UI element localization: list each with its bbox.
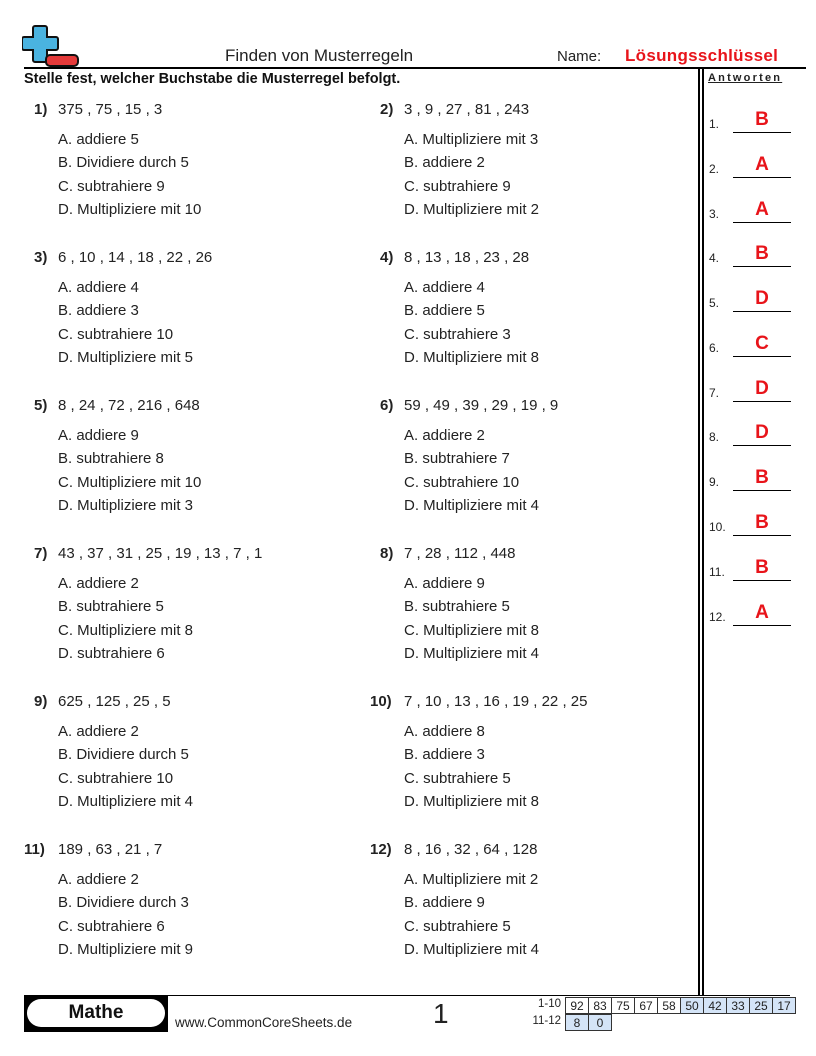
answer-line	[733, 445, 791, 446]
page-number: 1	[433, 998, 449, 1029]
answer-row-12	[709, 596, 799, 626]
option-c: C. subtrahiere 5	[404, 917, 511, 935]
option-c: C. subtrahiere 9	[404, 177, 511, 195]
score-row-label: 1-10	[537, 998, 561, 1010]
answer-row-3	[709, 193, 799, 223]
option-c: C. subtrahiere 5	[404, 769, 511, 787]
answer-number: 7.	[709, 386, 720, 400]
answer-row-7	[709, 372, 799, 402]
problem-sequence: 375 , 75 , 15 , 3	[58, 101, 163, 118]
option-b: B. subtrahiere 7	[404, 450, 510, 468]
option-a: A. addiere 8	[404, 723, 485, 740]
problem-sequence: 6 , 10 , 14 , 18 , 22 , 26	[58, 249, 213, 266]
problem-number: 9)	[34, 693, 48, 710]
problem-number: 5)	[34, 397, 48, 414]
answer-number: 6.	[709, 341, 720, 355]
option-c: C. subtrahiere 10	[58, 769, 174, 787]
option-c: C. Multipliziere mit 10	[58, 473, 202, 491]
option-a: A. Multipliziere mit 3	[404, 131, 539, 148]
option-a: A. Multipliziere mit 2	[404, 871, 539, 888]
problem-number: 2)	[380, 101, 394, 118]
answer-value: B	[755, 512, 769, 533]
problem-number: 6)	[380, 397, 394, 414]
score-table-11-12	[565, 1014, 612, 1031]
option-d: D. subtrahiere 6	[58, 644, 165, 662]
option-c: C. subtrahiere 6	[58, 917, 165, 935]
problem-number: 3)	[34, 249, 48, 266]
answer-value: A	[755, 602, 769, 623]
answers-header: Antworten	[708, 72, 783, 84]
option-b: B. addiere 5	[404, 302, 485, 320]
answer-number: 5.	[709, 296, 720, 310]
answer-number: 9.	[709, 475, 720, 489]
header-divider	[24, 67, 806, 69]
name-value: Lösungsschlüssel	[625, 46, 779, 65]
site-url: www.CommonCoreSheets.de	[175, 1015, 353, 1030]
score-cell: 33	[727, 998, 750, 1014]
answer-number: 11.	[709, 565, 725, 579]
answer-column-divider	[698, 69, 700, 995]
problem-number: 4)	[380, 249, 394, 266]
score-cell: 58	[658, 998, 681, 1014]
problem-sequence: 189 , 63 , 21 , 7	[58, 841, 163, 858]
option-c: C. Multipliziere mit 8	[404, 621, 540, 639]
answer-row-1	[709, 103, 799, 133]
score-cell: 75	[612, 998, 635, 1014]
option-d: D. Multipliziere mit 3	[58, 496, 194, 514]
problem-7	[24, 545, 344, 665]
option-a: A. addiere 9	[58, 427, 139, 444]
option-d: D. Multipliziere mit 8	[404, 348, 540, 366]
option-c: C. subtrahiere 3	[404, 325, 511, 343]
answer-row-9	[709, 461, 799, 491]
answer-number: 4.	[709, 251, 720, 265]
answer-row-6	[709, 327, 799, 357]
option-b: B. Dividiere durch 3	[58, 894, 189, 912]
score-cell: 8	[566, 1015, 589, 1031]
option-b: B. addiere 2	[404, 154, 485, 172]
score-table-1-10	[565, 997, 796, 1014]
answer-number: 3.	[709, 207, 720, 221]
answer-value: D	[755, 378, 769, 399]
option-b: B. subtrahiere 5	[404, 598, 510, 616]
answer-number: 8.	[709, 430, 720, 444]
problem-1	[24, 101, 344, 221]
answer-number: 12.	[709, 610, 726, 624]
answer-line	[733, 535, 791, 536]
option-d: D. Multipliziere mit 9	[58, 940, 194, 958]
option-a: A. addiere 2	[58, 723, 139, 740]
problem-sequence: 625 , 125 , 25 , 5	[58, 693, 171, 710]
answer-value: D	[755, 288, 769, 309]
answer-value: B	[755, 109, 769, 130]
answer-number: 10.	[709, 520, 726, 534]
answer-row-2	[709, 148, 799, 178]
score-cell: 42	[704, 998, 727, 1014]
option-c: C. subtrahiere 10	[404, 473, 520, 491]
plus-minus-logo-icon	[22, 24, 80, 68]
problem-10	[370, 693, 690, 813]
answer-row-8	[709, 416, 799, 446]
answer-line	[733, 311, 791, 312]
option-b: B. addiere 9	[404, 894, 485, 912]
answer-value: C	[755, 333, 769, 354]
option-b: B. Dividiere durch 5	[58, 154, 189, 172]
problem-number: 8)	[380, 545, 394, 562]
answer-value: A	[755, 199, 769, 220]
problem-sequence: 43 , 37 , 31 , 25 , 19 , 13 , 7 , 1	[58, 545, 263, 562]
option-b: B. addiere 3	[58, 302, 139, 320]
answer-line	[733, 490, 791, 491]
option-d: D. Multipliziere mit 8	[404, 792, 540, 810]
option-a: A. addiere 2	[404, 427, 485, 444]
problem-2	[370, 101, 690, 221]
option-d: D. Multipliziere mit 10	[58, 200, 202, 218]
score-cell: 0	[589, 1015, 612, 1031]
option-d: D. Multipliziere mit 2	[404, 200, 540, 218]
option-b: B. subtrahiere 5	[58, 598, 164, 616]
option-c: C. Multipliziere mit 8	[58, 621, 194, 639]
answer-value: B	[755, 243, 769, 264]
answer-value: A	[755, 154, 769, 175]
score-cell: 92	[566, 998, 589, 1014]
score-cell: 50	[681, 998, 704, 1014]
option-a: A. addiere 5	[58, 131, 139, 148]
score-cell: 25	[750, 998, 773, 1014]
problem-9	[24, 693, 344, 813]
option-a: A. addiere 2	[58, 871, 139, 888]
subject-badge	[24, 996, 168, 1032]
problem-number: 7)	[34, 545, 48, 562]
answer-number: 2.	[709, 162, 720, 176]
option-b: B. Dividiere durch 5	[58, 746, 189, 764]
answer-row-5	[709, 282, 799, 312]
problem-sequence: 3 , 9 , 27 , 81 , 243	[404, 101, 530, 118]
option-d: D. Multipliziere mit 4	[404, 940, 540, 958]
option-b: B. addiere 3	[404, 746, 485, 764]
problem-6	[370, 397, 690, 517]
score-cell: 67	[635, 998, 658, 1014]
option-b: B. subtrahiere 8	[58, 450, 164, 468]
problem-3	[24, 249, 344, 369]
problem-11	[24, 841, 344, 961]
answer-line	[733, 132, 791, 133]
problem-number: 1)	[34, 101, 48, 118]
answer-column-divider	[702, 69, 704, 995]
answer-value: B	[755, 557, 769, 578]
answer-line	[733, 625, 791, 626]
answer-number: 1.	[709, 117, 720, 131]
answer-line	[733, 177, 791, 178]
problem-4	[370, 249, 690, 369]
score-cell: 17	[773, 998, 796, 1014]
option-c: C. subtrahiere 9	[58, 177, 165, 195]
problem-number: 10)	[370, 693, 392, 710]
score-cell: 83	[589, 998, 612, 1014]
option-a: A. addiere 2	[58, 575, 139, 592]
option-a: A. addiere 4	[404, 279, 485, 296]
problem-sequence: 8 , 13 , 18 , 23 , 28	[404, 249, 530, 266]
option-d: D. Multipliziere mit 4	[404, 496, 540, 514]
option-d: D. Multipliziere mit 4	[404, 644, 540, 662]
problem-sequence: 8 , 16 , 32 , 64 , 128	[404, 841, 538, 858]
answer-value: B	[755, 467, 769, 488]
subject-label: Mathe	[27, 999, 165, 1027]
answer-row-4	[709, 237, 799, 267]
answer-row-11	[709, 551, 799, 581]
answer-line	[733, 580, 791, 581]
answer-line	[733, 401, 791, 402]
problem-number: 12)	[370, 841, 392, 858]
problem-12	[370, 841, 690, 961]
option-c: C. subtrahiere 10	[58, 325, 174, 343]
answer-line	[733, 266, 791, 267]
answer-line	[733, 222, 791, 223]
option-d: D. Multipliziere mit 4	[58, 792, 194, 810]
name-label: Name:	[557, 48, 602, 65]
answer-row-10	[709, 506, 799, 536]
answer-value: D	[755, 422, 769, 443]
instructions: Stelle fest, welcher Buchstabe die Musterregel befolgt.	[24, 71, 401, 87]
score-row-label: 11-12	[532, 1015, 561, 1027]
option-a: A. addiere 9	[404, 575, 485, 592]
problem-8	[370, 545, 690, 665]
problem-sequence: 7 , 28 , 112 , 448	[404, 545, 516, 562]
answer-line	[733, 356, 791, 357]
problem-sequence: 59 , 49 , 39 , 29 , 19 , 9	[404, 397, 559, 414]
problem-sequence: 7 , 10 , 13 , 16 , 19 , 22 , 25	[404, 693, 588, 710]
option-a: A. addiere 4	[58, 279, 139, 296]
problem-5	[24, 397, 344, 517]
problem-sequence: 8 , 24 , 72 , 216 , 648	[58, 397, 200, 414]
worksheet-title: Finden von Musterregeln	[225, 46, 414, 65]
problem-number: 11)	[24, 841, 45, 858]
option-d: D. Multipliziere mit 5	[58, 348, 194, 366]
